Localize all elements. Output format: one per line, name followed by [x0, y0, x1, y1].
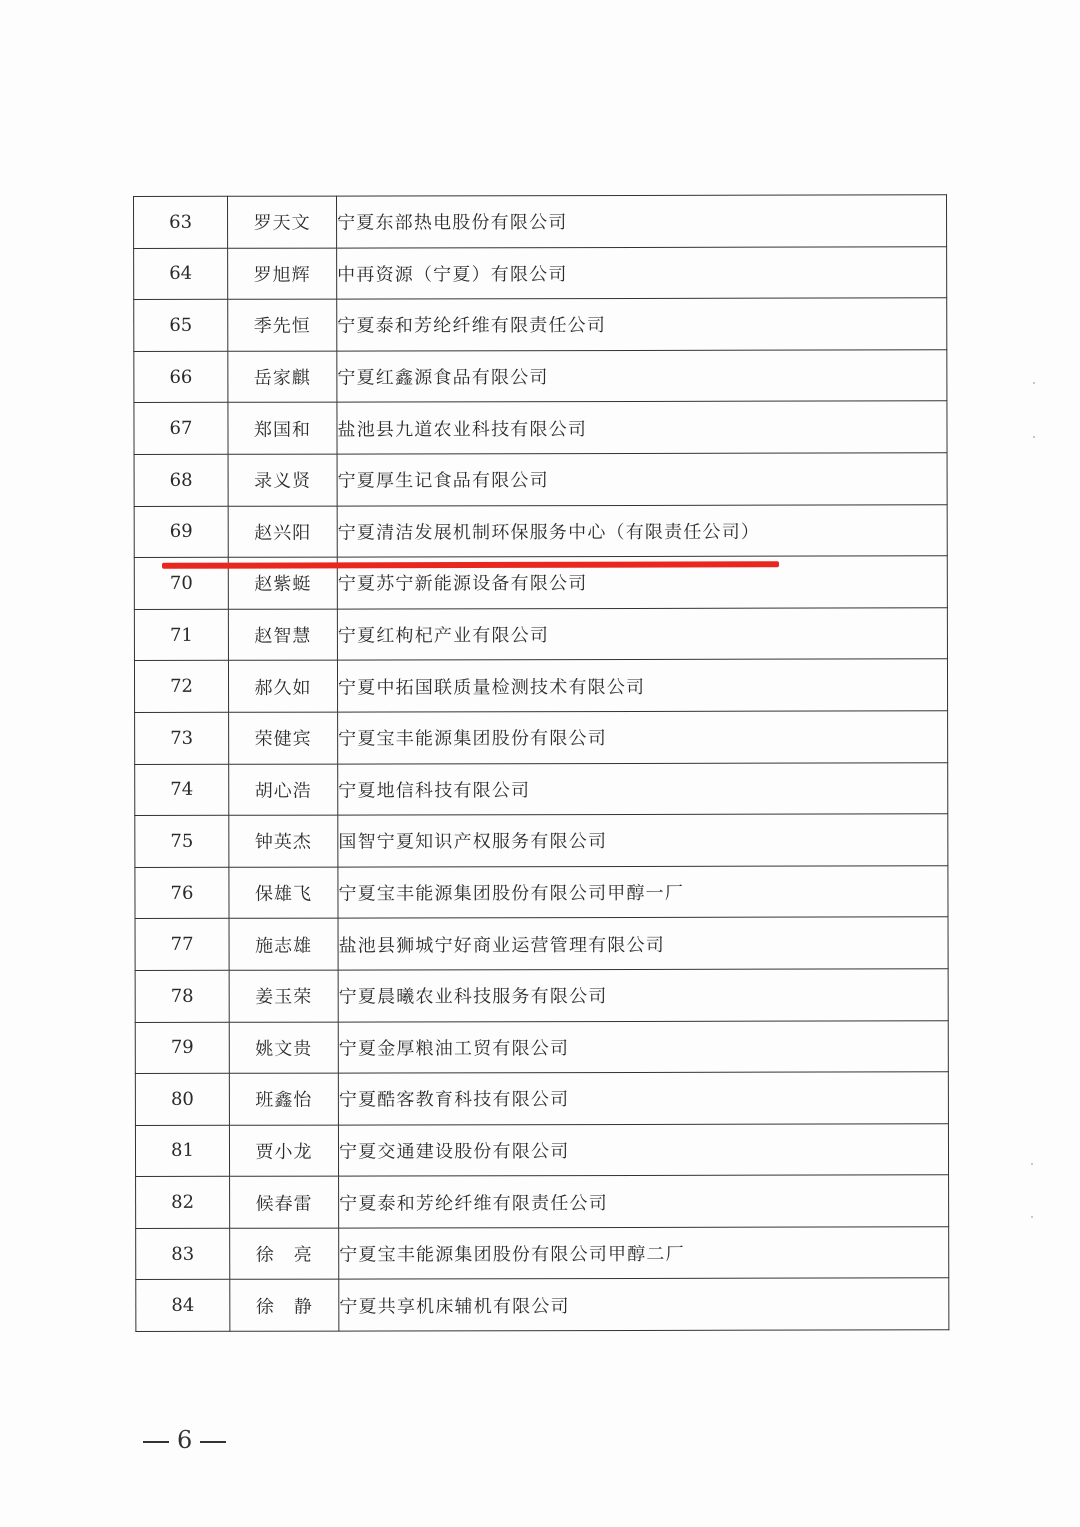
row-number-cell: 83 — [136, 1228, 230, 1280]
row-number-cell: 70 — [134, 557, 228, 609]
organization-cell: 宁夏宝丰能源集团股份有限公司 — [338, 711, 948, 764]
person-name-cell: 荣健宾 — [229, 712, 338, 764]
person-name-cell: 季先恒 — [228, 299, 337, 351]
person-name-cell: 录义贤 — [228, 454, 337, 506]
table-row — [136, 1227, 949, 1280]
table-row — [134, 350, 947, 403]
row-number-cell: 75 — [135, 815, 229, 867]
row-number-cell: 64 — [134, 248, 228, 300]
person-name-cell: 徐 亮 — [230, 1228, 339, 1280]
organization-cell: 宁夏红鑫源食品有限公司 — [337, 350, 947, 403]
person-name-cell: 姜玉荣 — [229, 970, 338, 1022]
row-number-cell: 73 — [135, 712, 229, 764]
person-name-cell: 施志雄 — [229, 918, 338, 970]
organization-cell: 宁夏泰和芳纶纤维有限责任公司 — [337, 298, 947, 351]
organization-cell: 宁夏泰和芳纶纤维有限责任公司 — [339, 1175, 949, 1228]
table-row — [134, 504, 947, 557]
person-name-cell: 郑国和 — [228, 402, 337, 454]
table-row — [135, 1072, 948, 1125]
row-number-cell: 69 — [134, 506, 228, 558]
organization-cell: 宁夏酷客教育科技有限公司 — [338, 1072, 948, 1125]
row-number-cell: 71 — [134, 609, 228, 661]
page-footer — [135, 1426, 234, 1454]
person-name-cell: 赵智慧 — [228, 609, 337, 661]
row-number-cell: 82 — [136, 1177, 230, 1229]
person-name-cell: 罗旭辉 — [228, 248, 337, 300]
row-number-cell: 76 — [135, 867, 229, 919]
row-number-cell: 65 — [134, 299, 228, 351]
organization-cell: 国智宁夏知识产权服务有限公司 — [338, 814, 948, 867]
row-number-cell: 66 — [134, 351, 228, 403]
scan-speck — [1033, 436, 1035, 438]
person-name-cell: 钟英杰 — [229, 815, 338, 867]
row-number-cell: 77 — [135, 919, 229, 971]
scan-speck — [1031, 1216, 1033, 1218]
organization-cell: 宁夏金厚粮油工贸有限公司 — [338, 1020, 948, 1073]
table-row — [134, 298, 947, 351]
person-name-cell: 岳家麒 — [228, 351, 337, 403]
organization-cell: 宁夏宝丰能源集团股份有限公司甲醇一厂 — [338, 866, 948, 919]
organization-cell: 中再资源（宁夏）有限公司 — [337, 246, 947, 299]
table-row — [135, 711, 948, 764]
table-row — [135, 762, 948, 815]
organization-cell: 宁夏厚生记食品有限公司 — [337, 453, 947, 506]
person-name-cell: 徐 静 — [230, 1280, 339, 1332]
organization-cell: 宁夏清洁发展机制环保服务中心（有限责任公司） — [337, 504, 947, 557]
table-row — [135, 917, 948, 970]
person-name-cell: 赵紫蜓 — [228, 557, 337, 609]
roster-table-wrapper — [133, 194, 949, 1332]
person-name-cell: 贾小龙 — [229, 1125, 338, 1177]
organization-cell: 宁夏共享机床辅机有限公司 — [339, 1278, 949, 1331]
person-name-cell: 胡心浩 — [229, 764, 338, 816]
organization-cell: 盐池县狮城宁好商业运营管理有限公司 — [338, 917, 948, 970]
row-number-cell: 68 — [134, 454, 228, 506]
table-row — [134, 659, 947, 712]
row-number-cell: 84 — [136, 1280, 230, 1332]
person-name-cell: 候春雷 — [230, 1176, 339, 1228]
table-row — [135, 1020, 948, 1073]
scan-speck — [1031, 1163, 1033, 1165]
footer-dash-left — [143, 1441, 169, 1443]
organization-cell: 宁夏宝丰能源集团股份有限公司甲醇二厂 — [339, 1227, 949, 1280]
table-row — [134, 453, 947, 506]
organization-cell: 宁夏东部热电股份有限公司 — [337, 195, 947, 248]
table-row — [134, 608, 947, 661]
page-number: 6 — [177, 1426, 193, 1454]
scan-speck — [1033, 382, 1035, 384]
table-row — [135, 866, 948, 919]
organization-cell: 宁夏苏宁新能源设备有限公司 — [337, 556, 947, 609]
person-name-cell: 姚文贵 — [229, 1022, 338, 1074]
row-number-cell: 74 — [135, 764, 229, 816]
row-number-cell: 79 — [135, 1022, 229, 1074]
row-number-cell: 63 — [134, 196, 228, 248]
person-name-cell: 赵兴阳 — [228, 506, 337, 558]
table-row — [134, 246, 947, 299]
organization-cell: 宁夏交通建设股份有限公司 — [338, 1123, 948, 1176]
organization-cell: 宁夏中拓国联质量检测技术有限公司 — [337, 659, 947, 712]
row-number-cell: 81 — [135, 1125, 229, 1177]
person-name-cell: 保雄飞 — [229, 867, 338, 919]
table-row — [136, 1175, 949, 1228]
roster-table-body — [134, 195, 949, 1332]
footer-dash-right — [200, 1441, 226, 1443]
table-row — [135, 1123, 948, 1176]
person-name-cell: 郝久如 — [228, 660, 337, 712]
organization-cell: 宁夏晨曦农业科技服务有限公司 — [338, 969, 948, 1022]
person-name-cell: 罗天文 — [228, 196, 337, 248]
person-name-cell: 班鑫怡 — [229, 1073, 338, 1125]
table-row — [135, 969, 948, 1022]
organization-cell: 宁夏红枸杞产业有限公司 — [337, 608, 947, 661]
row-number-cell: 67 — [134, 403, 228, 455]
table-row — [134, 401, 947, 454]
table-row — [134, 195, 947, 248]
roster-table — [133, 194, 949, 1332]
table-row — [135, 814, 948, 867]
row-number-cell: 78 — [135, 970, 229, 1022]
organization-cell: 盐池县九道农业科技有限公司 — [337, 401, 947, 454]
row-number-cell: 80 — [135, 1073, 229, 1125]
row-number-cell: 72 — [134, 661, 228, 713]
table-row — [136, 1278, 949, 1331]
organization-cell: 宁夏地信科技有限公司 — [338, 762, 948, 815]
